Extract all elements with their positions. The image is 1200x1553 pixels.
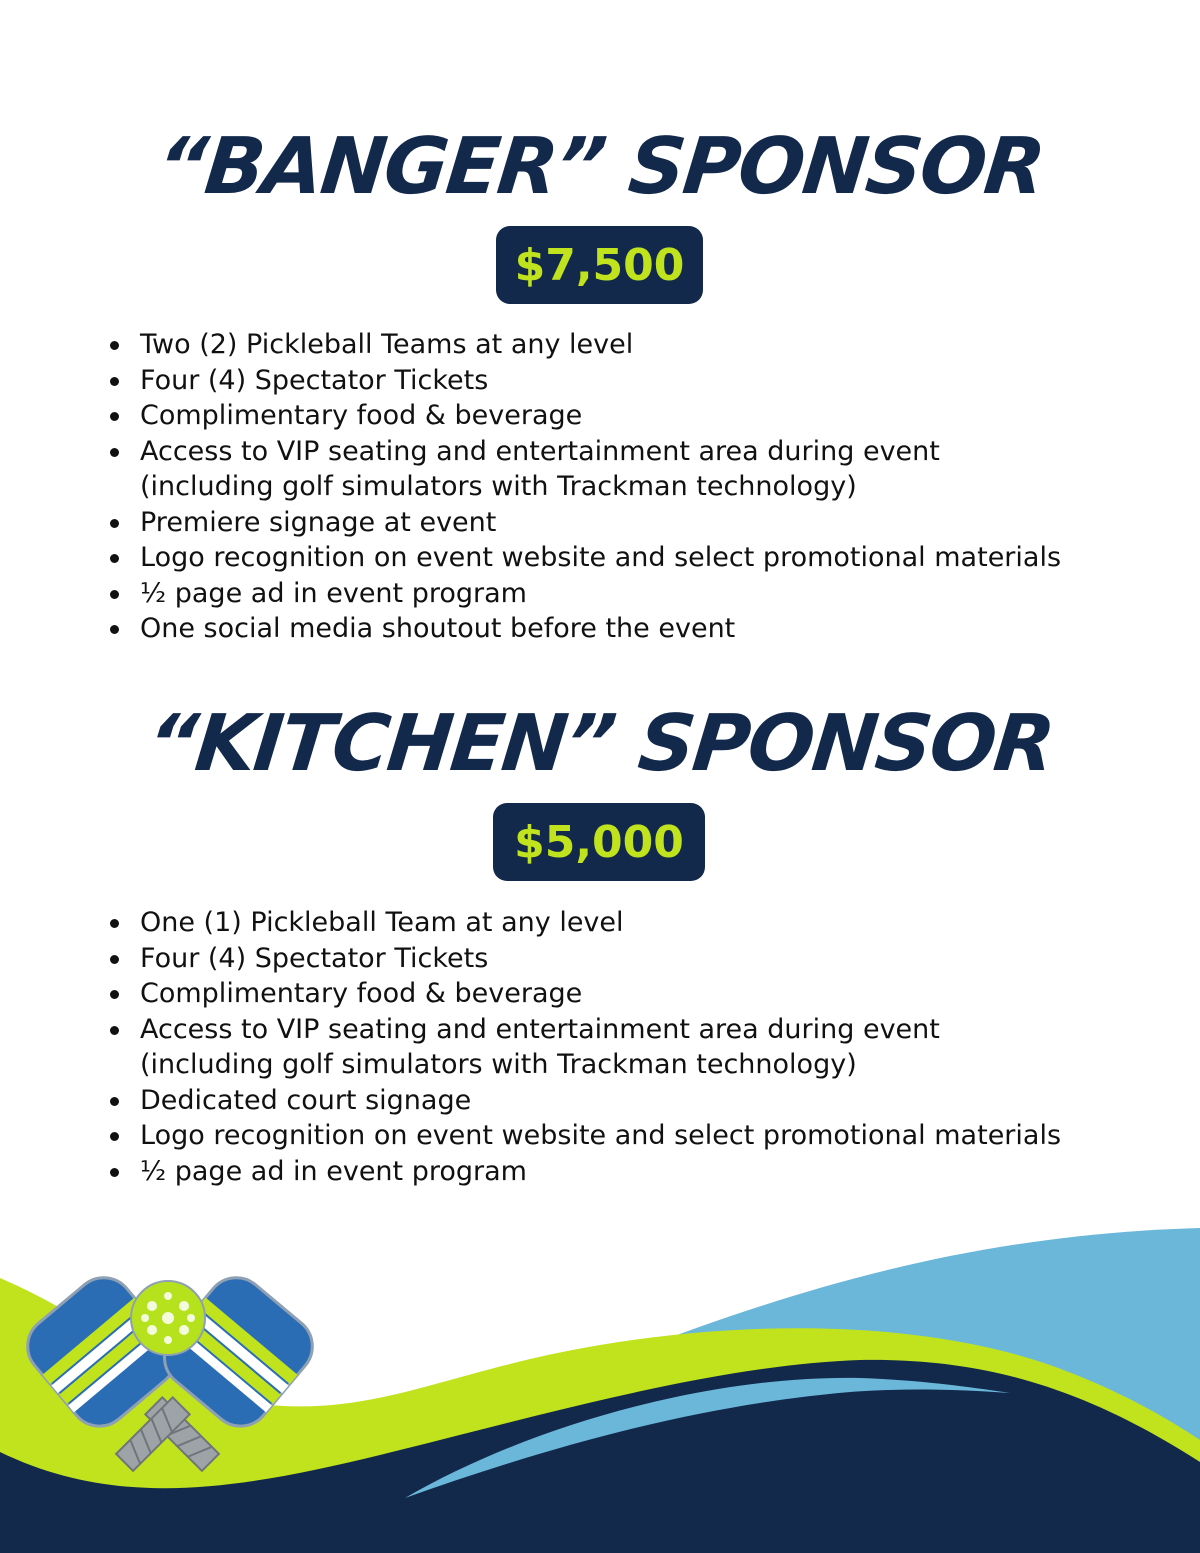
list-item: Access to VIP seating and entertainment area during event (including golf simulators with Trackman technology) <box>140 1012 1200 1083</box>
kitchen-price-badge <box>493 803 705 881</box>
kitchen-sponsor-title: “KITCHEN” SPONSOR <box>142 699 1058 789</box>
list-item: Logo recognition on event website and select promotional materials <box>140 1118 1200 1154</box>
list-item: One (1) Pickleball Team at any level <box>140 905 1200 941</box>
list-item: ½ page ad in event program <box>140 1154 1200 1190</box>
list-item: Premiere signage at event <box>140 505 1200 541</box>
list-item: One social media shoutout before the event <box>140 611 1200 647</box>
banger-price-badge <box>496 226 703 304</box>
kitchen-price-label: $5,000 <box>514 816 684 868</box>
banger-benefits-list <box>100 327 1200 647</box>
list-item: Four (4) Spectator Tickets <box>140 941 1200 977</box>
kitchen-benefits-list <box>100 905 1200 1189</box>
list-item: Logo recognition on event website and select promotional materials <box>140 540 1200 576</box>
list-item: Four (4) Spectator Tickets <box>140 363 1200 399</box>
list-item: ½ page ad in event program <box>140 576 1200 612</box>
banger-sponsor-title: “BANGER” SPONSOR <box>152 122 1048 212</box>
list-item: Two (2) Pickleball Teams at any level <box>140 327 1200 363</box>
list-item: Access to VIP seating and entertainment area during event (including golf simulators with Trackman technology) <box>140 434 1200 505</box>
list-item: Complimentary food & beverage <box>140 976 1200 1012</box>
list-item: Complimentary food & beverage <box>140 398 1200 434</box>
banger-price-label: $7,500 <box>514 239 685 291</box>
list-item: Dedicated court signage <box>140 1083 1200 1119</box>
footer-wave-decoration <box>0 1200 1200 1553</box>
